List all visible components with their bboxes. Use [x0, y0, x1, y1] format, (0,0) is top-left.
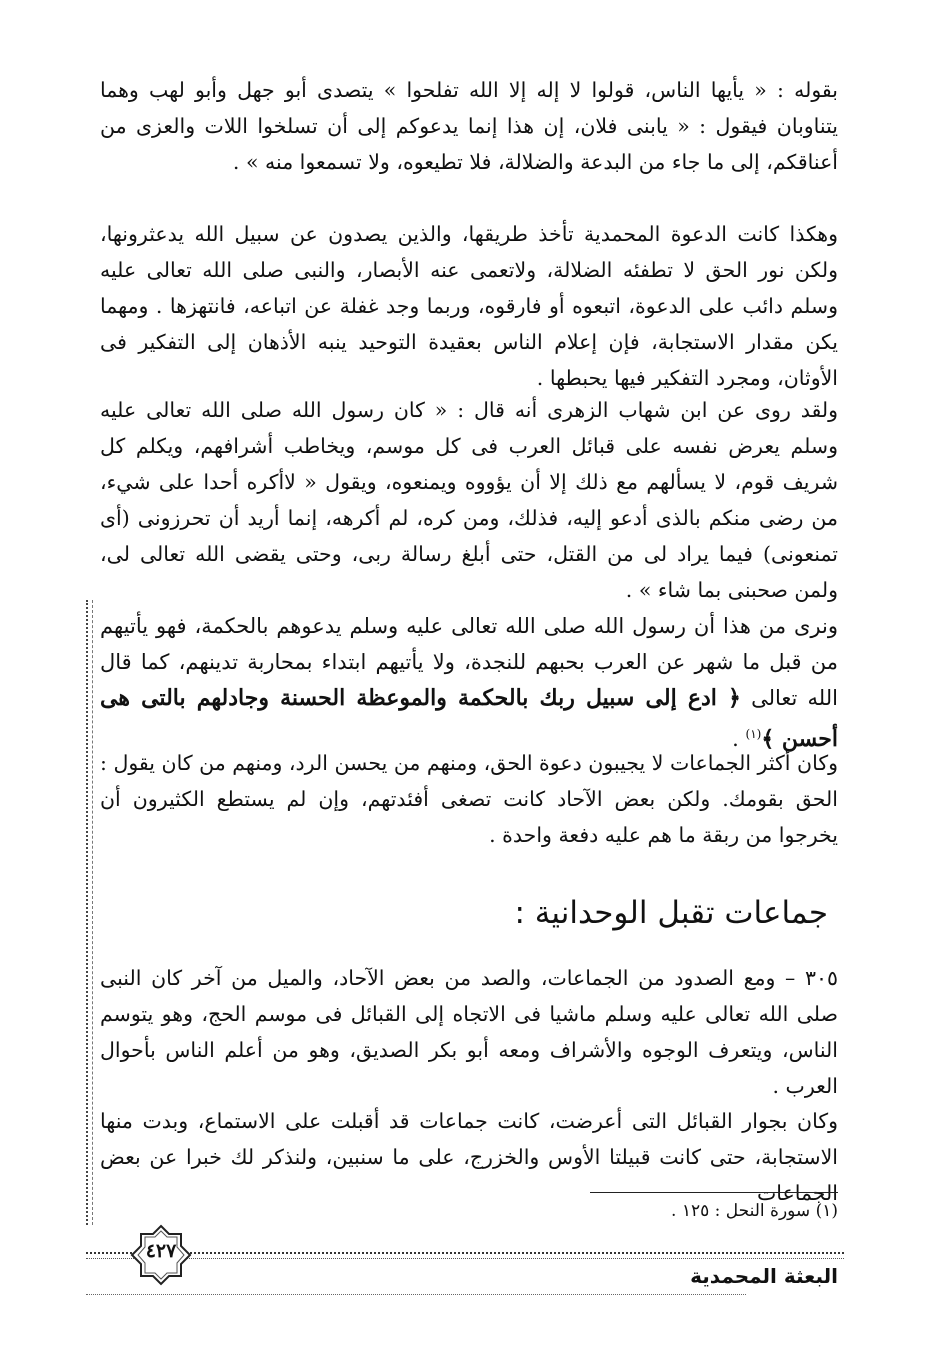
- paragraph-4-end: .: [732, 727, 746, 751]
- footnote-reference: (١): [745, 727, 762, 741]
- footer-bottom-rule: [86, 1294, 746, 1295]
- paragraph-3: ولقد روى عن ابن شهاب الزهرى أنه قال : « كان رسول الله صلى الله تعالى عليه وسلم يعرض نفسه على قبائل العرب فى كل موسم، ويخاطب أشرافهم، ويكلم كل شريف قوم، لا يسألهم مع ذلك إلا أن يؤووه ويمنعوه، ويقول « لاأكره أحدا على شيء، من رضى منكم بالذى أدعو إليه، فذلك، ومن كره، لم أكرهه، إنما أريد أن تحرزونى (أى تمنعونى) فيما يراد لى من القتل، حتى أبلغ رسالة ربى، وحتى يقضى الله تعالى لى، ولمن صحبنى بما شاء » .: [100, 398, 838, 602]
- paragraph-4: [100, 608, 838, 757]
- paragraph-1: بقوله : « يأيها الناس، قولوا لا إله إلا الله تفلحوا » يتصدى أبو جهل وأبو لهب وهما يتناوبان فيقول : « يابنى فلان، إن هذا إنما يدعوكم إلى أن تسلخوا اللات والعزى من أعناقكم، إلى ما جاء من البدعة والضلالة، فلا تطيعوه، ولا تسمعوا منه » .: [100, 78, 838, 174]
- footnote-separator: [590, 1192, 838, 1193]
- paragraph-4-text: ونرى من هذا أن رسول الله صلى الله تعالى عليه وسلم يدعوهم بالحكمة، فهو يأتيهم من قبل ما شهر عن العرب بحبهم للنجدة، ولا يأتيهم ابتداء بمحاربة تدينهم، كما قال الله تعالى: [100, 614, 838, 710]
- running-footer-title: البعثة المحمدية: [690, 1264, 838, 1288]
- quran-verse: ﴿ ادع إلى سبيل ربك بالحكمة والموعظة الحسنة وجادلهم بالتى هى أحسن ﴾: [100, 685, 838, 752]
- paragraph-5: وكان أكثر الجماعات لا يجيبون دعوة الحق، ومنهم من يحسن الرد، ومنهم من كان يقول : الحق بقومك. ولكن بعض الآحاد كانت تصغى أفئدتهم، وإن لم يستطع الكثيرون أن يخرجوا من ربقة ما هم عليه دفعة واحدة .: [100, 751, 838, 847]
- footer-rule: [86, 1252, 844, 1254]
- paragraph-7: وكان بجوار القبائل التى أعرضت، كانت جماعات قد أقبلت على الاستماع، وبدت منها الاستجابة، حتى كانت قبيلتا الأوس والخزرج، على ما سنبين، ولنذكر لك خبرا عن بعض الجماعات: [100, 1109, 838, 1205]
- paragraph-6: ٣٠٥ – ومع الصدود من الجماعات، والصد من بعض الآحاد، والميل من آخر كان النبى صلى الله تعالى عليه وسلم ماشيا فى الاتجاه إلى القبائل فى موسم الحج، وهو يتوسم الناس، ويتعرف الوجوه والأشراف ومعه أبو بكر الصديق، وهو من أعلم الناس بأحوال العرب .: [100, 966, 838, 1098]
- margin-border-inner: [92, 600, 95, 1225]
- footer-rule-secondary: [86, 1258, 844, 1259]
- paragraph-2: وهكذا كانت الدعوة المحمدية تأخذ طريقها، والذين يصدون عن سبيل الله يدعثرونها، ولكن نور الحق لا تطفئه الضلالة، ولاتعمى عنه الأبصار، والنبى صلى الله تعالى عليه وسلم دائب على الدعوة، اتبعوه أو فارقوه، وربما وجد غفلة عن اتباعه، فانتهزها . ومهما يكن مقدار الاستجابة، فإن إعلام الناس بعقيدة التوحيد ينبه الأذهان إلى التفكير فى الأوثان، ومجرد التفكير فيها يحبطها .: [100, 222, 838, 390]
- footnote: (١) سورة النحل : ١٢٥ .: [671, 1201, 838, 1221]
- page-number: ٤٢٧: [145, 1240, 177, 1262]
- section-heading: جماعات تقبل الوحدانية :: [514, 895, 828, 931]
